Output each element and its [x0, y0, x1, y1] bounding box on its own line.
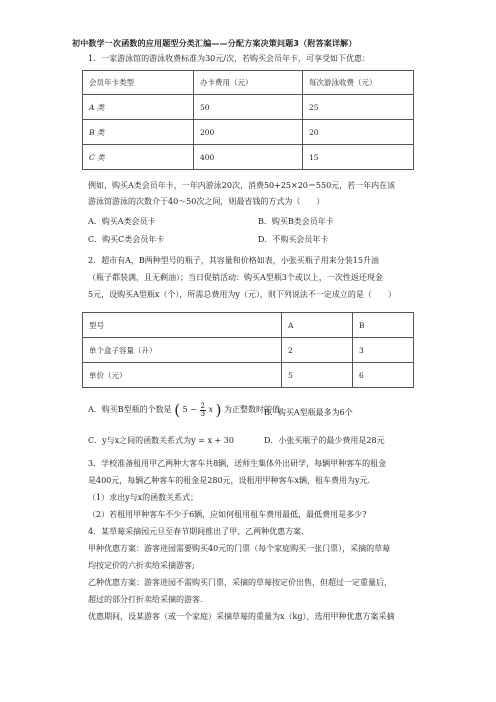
table-header-cell: A	[282, 313, 353, 338]
q2-option-d: D．小张买瓶子的最少费用是28元	[264, 436, 385, 445]
expr-variable: x	[208, 405, 214, 414]
q4-line-4: 乙种优惠方案：游客进园不需购买门票，采摘的草莓按定价出售，但超过一定重量后，	[88, 578, 392, 587]
table-row	[83, 363, 414, 388]
q3-line-4: （2）若租用甲种客车不少于6辆，应如何租用租车费用最低，最低费用是多少?	[88, 510, 367, 519]
q4-line-1: 4．某草莓采摘园元旦至春节期间推出了甲、乙两种优惠方案.	[88, 527, 304, 536]
q1-option-a: A．购买A类会员卡	[88, 217, 156, 226]
table-row	[83, 313, 414, 338]
q2-line-1: 2．超市有A，B两种型号的瓶子，其容量和价格如表，小张买瓶子用来分装15升油	[88, 256, 379, 265]
table-row	[83, 120, 414, 145]
q2-option-a-prefix: A．购买B型瓶的个数是	[88, 405, 172, 414]
left-paren: (	[174, 401, 181, 419]
table-cell: 6	[353, 363, 414, 388]
table-cell: 400	[194, 145, 303, 170]
table-cell: 20	[303, 120, 414, 145]
q1-stem: 1．一家游泳馆的游泳收费标准为30元/次，若购买会员年卡，可享受如下优惠：	[88, 54, 370, 63]
q3-line-1: 3．学校准备租用甲乙两种大客车共8辆，送师生集体外出研学，每辆甲种客车的租金	[88, 459, 387, 468]
table-cell: 25	[303, 95, 414, 120]
q1-option-c: C．购买C类会员年卡	[88, 235, 165, 244]
table-cell: A 类	[83, 95, 194, 120]
q2-option-b: B．购买A型瓶最多为6个	[264, 408, 353, 417]
table-cell: C 类	[83, 145, 194, 170]
q2-line-3: 5元，设购买A型瓶x（个），所需总费用为y（元），则下列说法不一定成立的是（ ）	[88, 290, 396, 299]
q4-line-5: 超过的部分打折卖给采摘的游客.	[88, 595, 203, 604]
table-row	[83, 71, 414, 95]
table-row	[83, 338, 414, 363]
table-cell: 200	[194, 120, 303, 145]
q3-line-3: （1）求出y与x的函数关系式；	[88, 493, 199, 502]
right-paren: )	[215, 401, 222, 419]
q2-option-c: C．y与x之间的函数关系式为y = x + 30	[88, 436, 234, 445]
q4-line-2: 甲种优惠方案：游客进园需要购买40元的门票（每个家庭购买一张门票），采摘的草莓	[88, 544, 391, 553]
q2-table	[82, 312, 414, 388]
expr-left: 5 −	[182, 405, 197, 414]
table-header-cell: 办卡费用（元）	[194, 71, 303, 95]
q3-line-2: 是400元，每辆乙种客车的租金是280元，设租用甲种客车x辆，租车费用为y元.	[88, 476, 371, 485]
table-header-cell: 型号	[83, 313, 282, 338]
table-header-cell: 每次游泳收费（元）	[303, 71, 414, 95]
q1-example-line-2: 游泳馆游泳的次数介于40～50次之间，则最省钱的方式为（ ）	[88, 197, 325, 206]
table-header-cell: 会员年卡类型	[83, 71, 194, 95]
table-header-cell: B	[353, 313, 414, 338]
q2-option-a-suffix: 为正整数时的值	[223, 405, 280, 414]
table-cell: 5	[282, 363, 353, 388]
q2-option-a	[88, 401, 280, 419]
table-cell: 单个盒子容量（升）	[83, 338, 282, 363]
fraction-denominator: 3	[200, 409, 205, 418]
q1-option-b: B．购买B类会员年卡	[258, 217, 334, 226]
table-cell: 3	[353, 338, 414, 363]
q4-line-6: 优惠期间，设某游客（或一个家庭）采摘草莓的重量为x（kg），选用甲种优惠方案采摘	[88, 612, 395, 621]
table-row	[83, 95, 414, 120]
q1-table	[82, 70, 414, 170]
table-cell: B 类	[83, 120, 194, 145]
q4-line-3: 均按定价的六折卖给采摘游客;	[88, 561, 195, 570]
table-row	[83, 145, 414, 170]
fraction	[200, 403, 206, 418]
q1-option-d: D．不购买会员年卡	[258, 235, 329, 244]
q2-line-2: （瓶子都装满，且无剩油）；当日促销活动：购买A型瓶3个或以上，一次性返还现金	[88, 273, 383, 282]
table-cell: 单价（元）	[83, 363, 282, 388]
document-title: 初中数学一次函数的应用题型分类汇编——分配方案决策问题3（附答案详解）	[72, 39, 357, 48]
table-cell: 50	[194, 95, 303, 120]
table-cell: 15	[303, 145, 414, 170]
table-cell: 2	[282, 338, 353, 363]
fraction-numerator: 2	[200, 401, 205, 410]
q1-example-line-1: 例如，购买A类会员年卡，一年内游泳20次，消费50+25×20＝550元，若一年内在该	[88, 181, 396, 190]
